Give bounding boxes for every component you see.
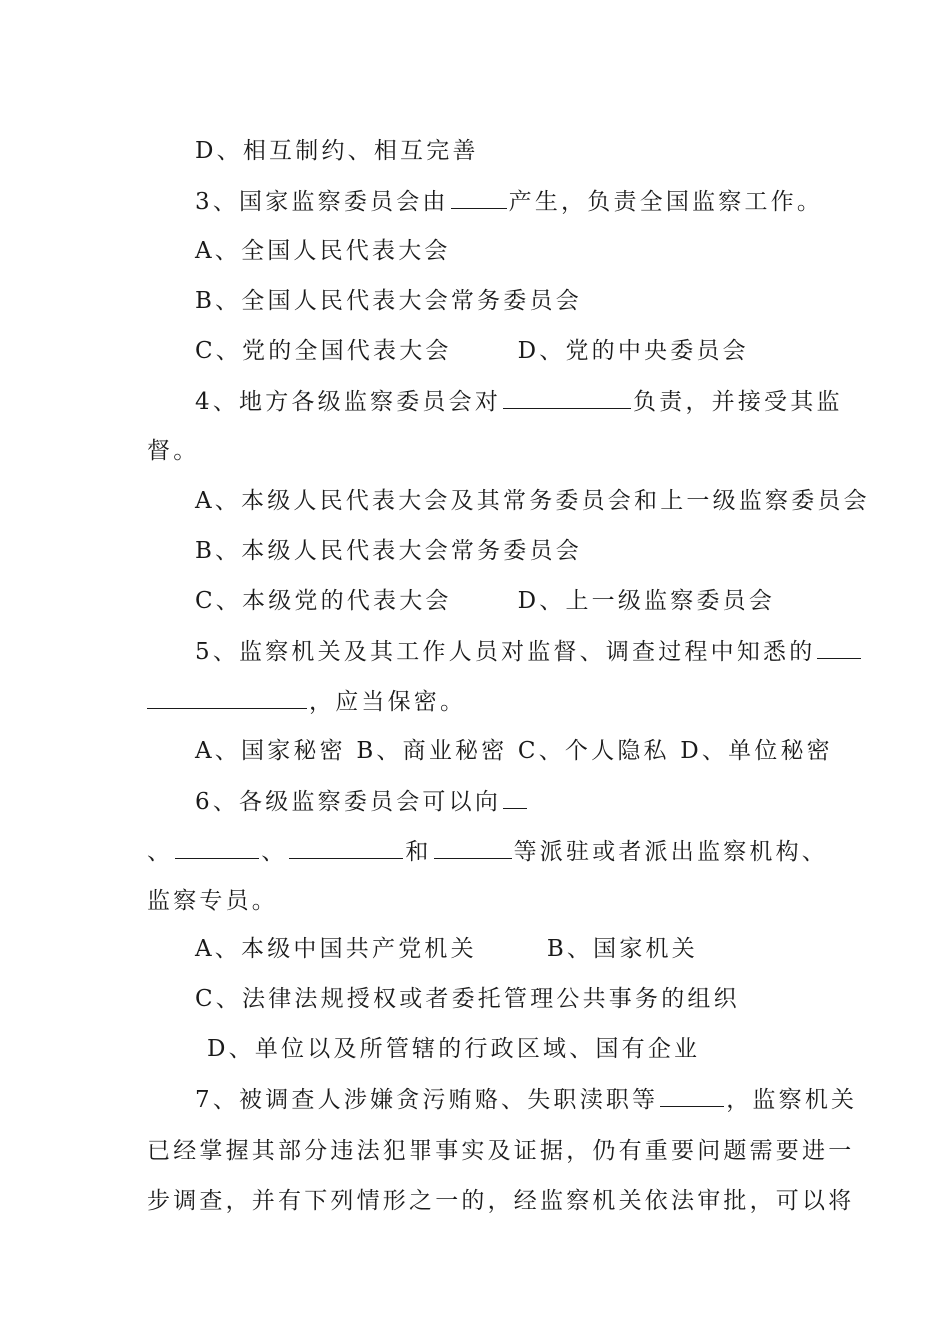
q3-option-a: A、全国人民代表大会: [195, 238, 451, 264]
question-7: 7、被调查人涉嫌贪污贿赂、失职渎职等 ，监察机关: [195, 1084, 857, 1115]
fill-blank: [175, 836, 259, 859]
fill-blank: [147, 686, 307, 709]
fill-blank: [434, 836, 512, 859]
q6-option-c: C、法律法规授权或者委托管理公共事务的组织: [195, 986, 740, 1012]
question-5-cont: ，应当保密。: [147, 686, 466, 717]
question-5: 5、监察机关及其工作人员对监督、调查过程中知悉的: [195, 636, 863, 667]
q6-options-ab: A、本级中国共产党机关 B、国家机关: [195, 936, 698, 962]
question-7-cont-2: 步调查，并有下列情形之一的，经监察机关依法审批，可以将: [147, 1188, 855, 1214]
q3-option-b: B、全国人民代表大会常务委员会: [195, 288, 582, 314]
fill-blank: [660, 1084, 724, 1107]
question-3: 3、国家监察委员会由 产生，负责全国监察工作。: [195, 186, 823, 217]
q3-options-cd: C、党的全国代表大会 D、党的中央委员会: [195, 338, 749, 364]
q2-option-d: D、相互制约、相互完善: [195, 138, 479, 164]
fill-blank: [503, 786, 527, 809]
question-6-cont: 、 、 和 等派驻或者派出监察机构、: [147, 836, 828, 867]
question-4: 4、地方各级监察委员会对 负责，并接受其监: [195, 386, 843, 417]
q5-options: A、国家秘密 B、商业秘密 C、个人隐私 D、单位秘密: [195, 738, 833, 764]
fill-blank: [503, 386, 631, 409]
fill-blank: [289, 836, 403, 859]
q6-option-d: D、单位以及所管辖的行政区域、国有企业: [207, 1036, 701, 1062]
q4-option-a: A、本级人民代表大会及其常务委员会和上一级监察委员会: [195, 488, 870, 514]
q4-option-b: B、本级人民代表大会常务委员会: [195, 538, 582, 564]
question-6: 6、各级监察委员会可以向: [195, 786, 529, 817]
fill-blank: [817, 636, 861, 659]
question-4-cont: 督。: [147, 438, 200, 464]
question-7-cont: 已经掌握其部分违法犯罪事实及证据，仍有重要问题需要进一: [147, 1138, 855, 1164]
question-6-cont-2: 监察专员。: [147, 888, 278, 914]
fill-blank: [451, 186, 507, 209]
q4-options-cd: C、本级党的代表大会 D、上一级监察委员会: [195, 588, 776, 614]
